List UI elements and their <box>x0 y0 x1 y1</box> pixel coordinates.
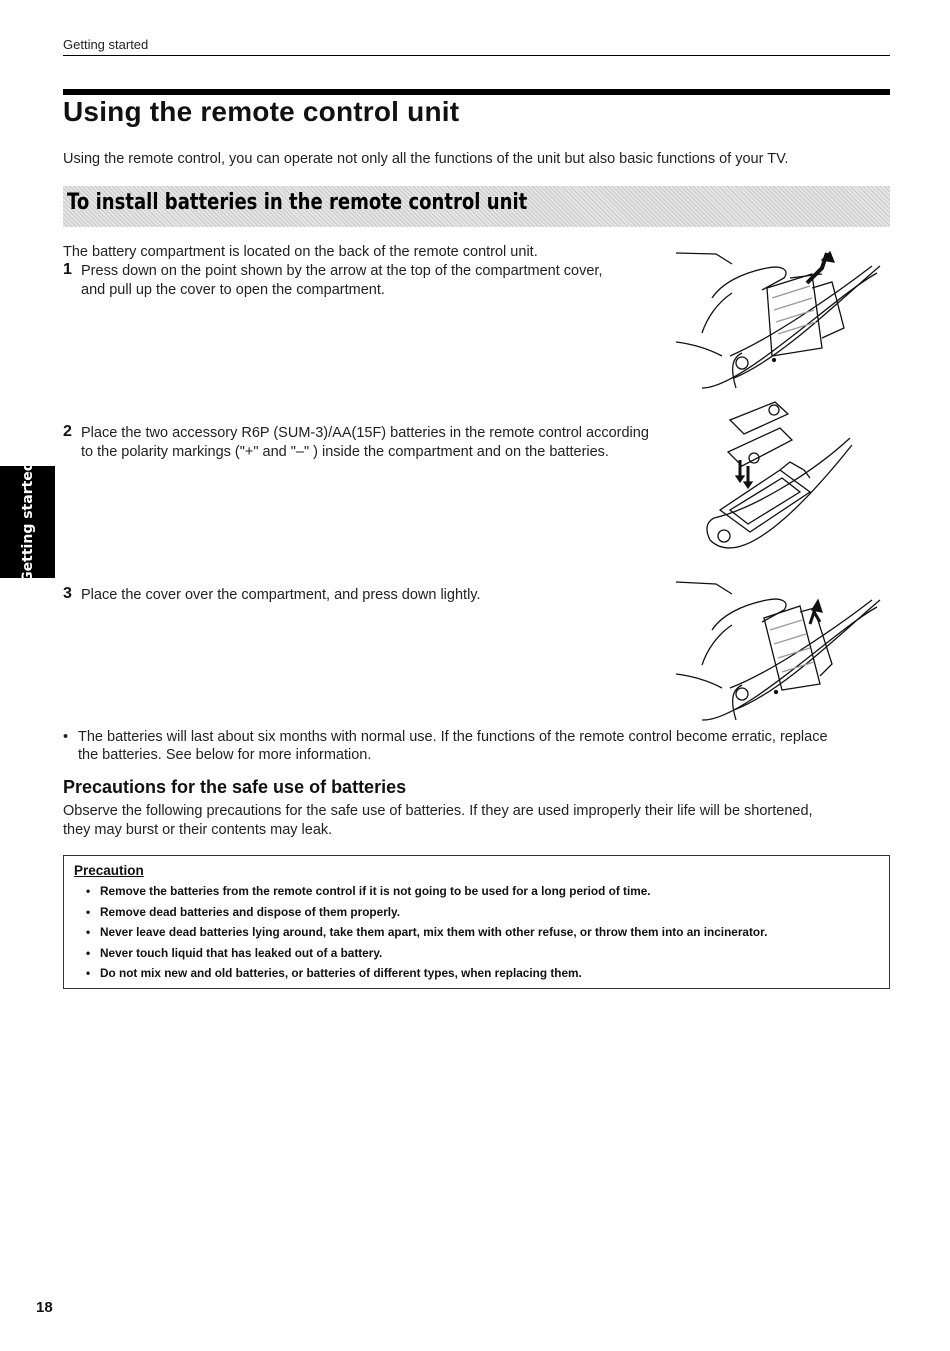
precautions-body-line-2: they may burst or their contents may leak. <box>63 822 333 838</box>
title-rule <box>63 89 890 95</box>
step-1-number: 1 <box>63 261 72 278</box>
precaution-item: • Never leave dead batteries lying around, take them apart, mix them with other refuse, or throw them into an incinerator. <box>86 925 767 946</box>
precaution-title: Precaution <box>74 863 144 878</box>
battery-intro: The battery compartment is located on the back of the remote control unit. <box>63 244 538 260</box>
section-banner-title: To install batteries in the remote control unit <box>67 190 528 215</box>
header-rule <box>63 55 890 56</box>
step-2-number: 2 <box>63 423 72 440</box>
precautions-body-line-1: Observe the following precautions for the safe use of batteries. If they are used improperly their life will be shortened, <box>63 803 813 819</box>
precaution-item: • Remove the batteries from the remote control if it is not going to be used for a long period of time. <box>86 884 767 905</box>
side-tab <box>0 461 55 583</box>
remote-close-cover-illustration <box>672 572 887 724</box>
page-number: 18 <box>36 1299 53 1316</box>
precaution-item: • Remove dead batteries and dispose of them properly. <box>86 905 767 926</box>
step-1-line-1: Press down on the point shown by the arrow at the top of the compartment cover, <box>81 263 603 279</box>
step-1-line-2: and pull up the cover to open the compartment. <box>81 282 385 298</box>
page-title: Using the remote control unit <box>63 96 460 127</box>
precautions-heading: Precautions for the safe use of batteries <box>63 777 407 797</box>
precaution-item: • Do not mix new and old batteries, or batteries of different types, when replacing them. <box>86 966 767 987</box>
side-tab-label: Getting started <box>19 461 36 583</box>
precaution-item: • Never touch liquid that has leaked out of a battery. <box>86 946 767 967</box>
step-3-line-1: Place the cover over the compartment, and press down lightly. <box>81 587 481 603</box>
step-2-line-1: Place the two accessory R6P (SUM-3)/AA(15F) batteries in the remote control according <box>81 425 649 441</box>
note-line-1: The batteries will last about six months with normal use. If the functions of the remote control become erratic, replace <box>78 729 828 745</box>
note-line-2: the batteries. See below for more information. <box>78 747 372 763</box>
note-bullet: • <box>63 729 69 745</box>
intro-text: Using the remote control, you can operate not only all the functions of the unit but also basic functions of your TV. <box>63 151 789 167</box>
precaution-list <box>86 884 767 987</box>
step-2-line-2: to the polarity markings ("+" and "–" ) inside the compartment and on the batteries. <box>81 444 609 460</box>
running-header: Getting started <box>63 37 149 52</box>
section-banner <box>63 186 890 227</box>
precaution-box <box>63 855 890 989</box>
remote-insert-batteries-illustration <box>700 400 860 562</box>
step-3-number: 3 <box>63 585 72 602</box>
remote-open-cover-illustration <box>672 238 887 393</box>
